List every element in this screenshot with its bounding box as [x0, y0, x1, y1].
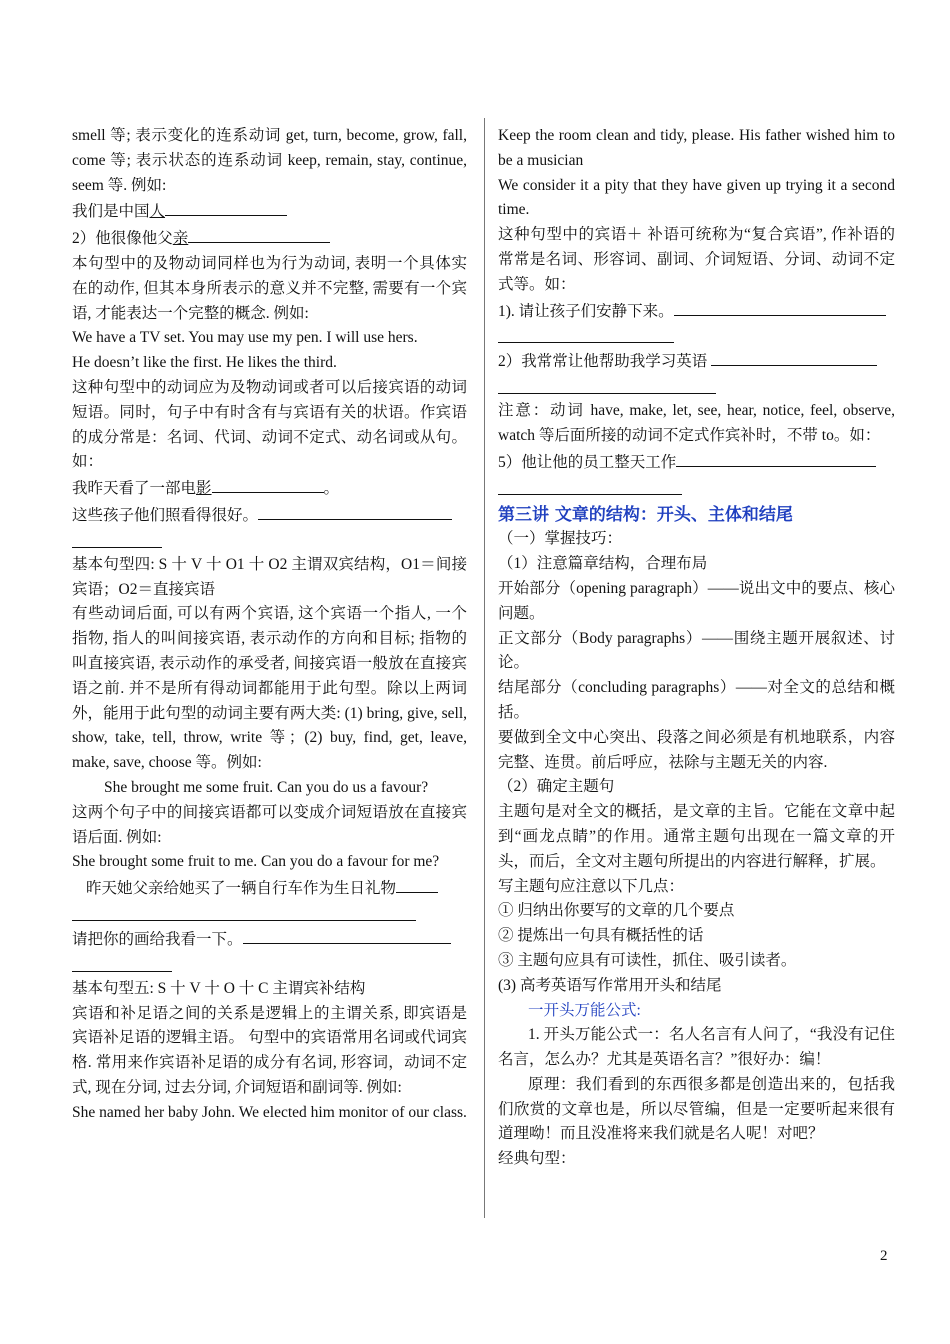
coherence-text: 要做到全文中心突出、段落之间必须是有机地联系，内容完整、连贯。前后呼应，祛除与主题无关的内容.: [498, 728, 895, 771]
exercise-3-end: 。: [323, 480, 340, 498]
skills-subheading: （一）掌握技巧：: [498, 530, 623, 548]
exercise-2-underlined: 亲: [172, 230, 189, 248]
right-column: [498, 124, 895, 1172]
exercise-r1: [498, 298, 895, 325]
example-sentence: We have a TV set. You may use my pen. I will use hers.: [72, 329, 418, 347]
column-divider: [484, 118, 485, 1218]
example-sentence: He doesn’t like the first. He likes the third.: [72, 354, 337, 372]
exercise-2: [72, 225, 467, 252]
exercise-r3-text: 5）他让他的员工整天工作: [498, 453, 677, 471]
answer-blank-line[interactable]: [72, 529, 162, 548]
exercise-4: [72, 502, 467, 529]
answer-blank-line[interactable]: [498, 324, 674, 343]
structure-point: （1）注意篇章结构，合理布局: [498, 555, 708, 573]
complement-explanation: 宾语和补足语之间的关系是逻辑上的主谓关系, 即宾语是宾语补足语的逻辑主语。 句型中的宾语常用名词或代词宾格. 常用来作宾语补足语的成分有名词, 形容词，动词不定式, 现在分词, 过去分词, 介词短语和副词等. 例如:: [72, 1004, 467, 1096]
tip-item: ③ 主题句应具有可读性，抓住、吸引读者。: [498, 951, 797, 969]
lesson-three-heading: 第三讲 文章的结构：开头、主体和结尾: [498, 504, 793, 525]
answer-blank[interactable]: [243, 926, 451, 944]
exercise-r2: [498, 348, 895, 375]
note-text: 注意：动词 have, make, let, see, hear, notice, feel, observe, watch 等后面所接的动词不定式作宾补时，不带 to。如：: [498, 402, 895, 444]
example-sentence: She brought me some fruit. Can you do us a favour?: [104, 778, 429, 796]
concluding-paragraph-text: 结尾部分（concluding paragraphs）——对全文的总结和概括。: [498, 679, 895, 721]
tip-item: ① 归纳出你要写的文章的几个要点: [498, 902, 735, 920]
exercise-1: [72, 198, 467, 225]
example-sentence: We consider it a pity that they have given up trying it a second time.: [498, 176, 895, 219]
answer-blank-line[interactable]: [72, 953, 172, 972]
answer-blank[interactable]: [165, 198, 287, 216]
example-sentence: Keep the room clean and tidy, please. His father wished him to be a musician: [498, 127, 895, 169]
exercise-r3: [498, 449, 895, 476]
example-sentence: She brought some fruit to me. Can you do a favour for me?: [72, 853, 440, 871]
exercise-1-text: 我们是中国: [72, 203, 150, 221]
answer-blank[interactable]: [676, 449, 876, 467]
exercise-5-text: 昨天她父亲给她买了一辆自行车作为生日礼物: [86, 880, 397, 898]
body-paragraph-text: 正文部分（Body paragraphs）——围绕主题开展叙述、讨论。: [498, 629, 895, 672]
opening-formula-one: 1. 开头万能公式一：名人名言有人问了，“我没有记住名言，怎么办？尤其是英语名言？”很好办：编！: [498, 1026, 895, 1069]
compound-object-explanation: 这种句型中的宾语＋ 补语可统称为“复合宾语”, 作补语的常常是名词、形容词、副词、介词短语、分词、动词不定式等。如：: [498, 226, 895, 293]
opening-formula-title: 一开头万能公式:: [528, 1001, 641, 1019]
exercise-r1-text: 1). 请让孩子们安静下来。: [498, 302, 674, 320]
pattern-five-heading: 基本句型五: S 十 V 十 O 十 C 主谓宾补结构: [72, 979, 366, 997]
page-number: 2: [880, 1248, 888, 1264]
answer-blank[interactable]: [258, 502, 452, 520]
answer-blank-line[interactable]: [498, 476, 682, 495]
exercise-6-text: 请把你的画给我看一下。: [72, 930, 243, 948]
left-column: [72, 124, 467, 1125]
topic-sentence-subheading: （2）确定主题句: [498, 778, 615, 796]
answer-blank[interactable]: [396, 875, 438, 893]
transitive-verb-text: 本句型中的及物动词同样也为行为动词, 表明一个具体实在的动作, 但其本身所表示的意义并不完整, 需要有一个宾语, 才能表达一个完整的概念. 例如:: [72, 254, 467, 322]
classic-sentences-label: 经典句型：: [498, 1150, 576, 1168]
topic-sentence-tips-intro: 写主题句应注意以下几点：: [498, 877, 685, 895]
principle-text: 原理：我们看到的东西很多都是创造出来的，包括我们欣赏的文章也是，所以尽管编，但是一定要听起来很有道理呦！而且没准将来我们就是名人呢！对吧？: [498, 1075, 895, 1143]
answer-blank[interactable]: [188, 225, 330, 243]
linking-verbs-text: smell 等; 表示变化的连系动词 get, turn, become, grow, fall, come 等; 表示状态的连系动词 keep, remain, stay, continue, seem 等. 例如:: [72, 127, 467, 194]
pattern-four-heading: 基本句型四: S 十 V 十 O1 十 O2 主谓双宾结构，O1＝间接宾语；O2＝直接宾语: [72, 555, 467, 598]
answer-blank-line[interactable]: [498, 375, 716, 394]
object-explanation: 这种句型中的动词应为及物动词或者可以后接宾语的动词短语。同时，句子中有时含有与宾语有关的状语。作宾语的成分常是：名词、代词、动词不定式、动名词或从句。如：: [72, 378, 467, 471]
exercise-5: [72, 875, 467, 902]
exercise-3-text: 我昨天看了一部电: [72, 480, 197, 498]
answer-blank[interactable]: [711, 348, 877, 366]
exercise-6: [72, 926, 467, 953]
indirect-object-note: 这两个句子中的间接宾语都可以变成介词短语放在直接宾语后面. 例如:: [72, 803, 467, 846]
exercise-r2-text: 2）我常常让他帮助我学习英语: [498, 353, 708, 371]
exercise-4-text: 这些孩子他们照看得很好。: [72, 506, 259, 524]
opening-paragraph-text: 开始部分（opening paragraph）——说出文中的要点、核心问题。: [498, 579, 895, 622]
answer-blank-line[interactable]: [72, 902, 416, 921]
topic-sentence-explanation: 主题句是对全文的概括，是文章的主旨。它能在文章中起到“画龙点睛”的作用。通常主题句出现在一篇文章的开头，而后，全文对主题句所提出的内容进行解释，扩展。: [498, 803, 895, 870]
exercise-3-underlined: 影: [196, 480, 212, 498]
answer-blank[interactable]: [674, 298, 886, 316]
exercise-3: [72, 475, 467, 502]
double-object-explanation: 有些动词后面, 可以有两个宾语, 这个宾语一个指人, 一个指物, 指人的叫间接宾语, 表示动作的方向和目标; 指物的叫直接宾语, 表示动作的承受者, 间接宾语一般放在直接宾语之前. 并不是所有得动词都能用于此句型。除以上两词外，能用于此句型的动词主要有两大类: (1) bring, give, sell, show, take, tell, throw, write 等；(2) buy, find, get, leave, make, save, choose 等。例如:: [72, 605, 467, 772]
example-sentence: She named her baby John. We elected him monitor of our class.: [72, 1103, 467, 1121]
exercise-2-text: 2）他很像他父: [72, 230, 173, 248]
answer-blank[interactable]: [212, 475, 324, 493]
tip-item: ② 提炼出一句具有概括性的话: [498, 927, 704, 945]
exercise-1-underlined: 人: [149, 203, 166, 221]
openings-endings-subheading: (3) 高考英语写作常用开头和结尾: [498, 976, 722, 994]
